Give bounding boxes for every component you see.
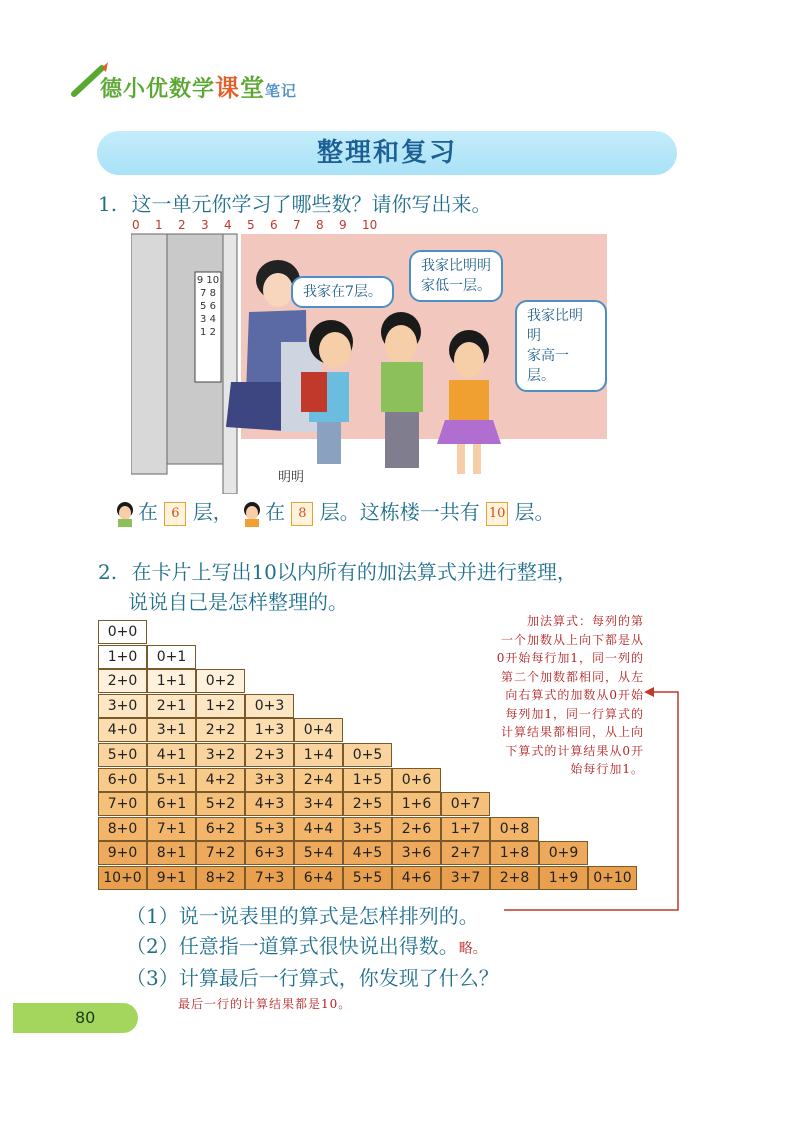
speech-bubble-1 bbox=[291, 276, 394, 308]
note-line: 0开始每行加1，同一列的 bbox=[496, 651, 644, 665]
table-cell: 0+6 bbox=[392, 768, 441, 792]
fill-text-1: 在 bbox=[138, 500, 158, 524]
table-cell: 2+0 bbox=[98, 669, 147, 693]
table-cell: 0+2 bbox=[196, 669, 245, 693]
table-cell: 5+1 bbox=[147, 768, 196, 792]
table-cell: 1+4 bbox=[294, 743, 343, 767]
header-logo bbox=[70, 60, 310, 100]
tick-label: 4 bbox=[224, 218, 232, 232]
speech-bubble-1-text: 我家在7层。 bbox=[303, 284, 382, 300]
speech-bubble-2 bbox=[409, 250, 503, 302]
note-line: 计算结果都相同，从上向 bbox=[500, 725, 644, 739]
table-cell: 1+1 bbox=[147, 669, 196, 693]
table-cell: 5+2 bbox=[196, 792, 245, 816]
table-cell: 4+4 bbox=[294, 817, 343, 841]
fill-text-3: 在 bbox=[265, 500, 286, 524]
table-cell: 1+6 bbox=[392, 792, 441, 816]
table-cell: 2+8 bbox=[490, 866, 539, 890]
table-cell: 2+5 bbox=[343, 792, 392, 816]
table-cell: 7+0 bbox=[98, 792, 147, 816]
table-cell: 0+1 bbox=[147, 645, 196, 669]
note-line: 始每行加1。 bbox=[570, 762, 644, 776]
table-cell: 4+1 bbox=[147, 743, 196, 767]
tick-label: 10 bbox=[362, 218, 378, 232]
table-cell: 0+7 bbox=[441, 792, 490, 816]
q2-sub2 bbox=[126, 930, 487, 959]
table-cell: 0+5 bbox=[343, 743, 392, 767]
q2-number: 2. bbox=[98, 560, 118, 584]
table-cell: 0+9 bbox=[539, 841, 588, 865]
q1-number: 1. bbox=[98, 192, 118, 216]
table-cell: 4+5 bbox=[343, 841, 392, 865]
answer-box-2[interactable]: 8 bbox=[291, 502, 313, 526]
tick-label: 2 bbox=[178, 218, 186, 232]
elevator-button-row: 3 4 bbox=[200, 314, 216, 325]
table-cell: 0+0 bbox=[98, 620, 147, 644]
table-cell: 1+0 bbox=[98, 645, 147, 669]
speech-bubble-3 bbox=[515, 300, 607, 392]
boy-avatar-icon bbox=[112, 501, 138, 527]
table-cell: 9+0 bbox=[98, 841, 147, 865]
table-cell: 6+3 bbox=[245, 841, 294, 865]
table-cell: 7+2 bbox=[196, 841, 245, 865]
table-cell: 2+3 bbox=[245, 743, 294, 767]
page-number: 80 bbox=[75, 1008, 96, 1027]
note-line: 每列加1，同一行算式的 bbox=[505, 706, 644, 721]
q1-text: 这一单元你学习了哪些数？请你写出来。 bbox=[131, 192, 492, 216]
table-cell: 7+3 bbox=[245, 866, 294, 890]
logo-part1: 德小优数学 bbox=[100, 77, 216, 102]
table-cell: 0+8 bbox=[490, 817, 539, 841]
fill-text-4: 层。这栋楼一共有 bbox=[319, 500, 480, 524]
q2-line2: 说说自己是怎样整理的。 bbox=[128, 590, 348, 614]
elevator-panel bbox=[195, 274, 221, 339]
q2-sub3-answer: 最后一行的计算结果都是10。 bbox=[178, 997, 352, 1011]
table-cell: 1+7 bbox=[441, 817, 490, 841]
note-line: 加法算式：每列的第 bbox=[526, 614, 644, 628]
table-cell: 5+4 bbox=[294, 841, 343, 865]
table-cell: 2+2 bbox=[196, 718, 245, 742]
name-label-mingming: 明明 bbox=[278, 470, 305, 485]
tick-label: 3 bbox=[201, 218, 209, 232]
table-cell: 3+3 bbox=[245, 768, 294, 792]
fill-text-5: 层。 bbox=[514, 500, 555, 524]
table-cell: 2+7 bbox=[441, 841, 490, 865]
connector-arrow bbox=[500, 680, 690, 920]
q2-sub2-text: （2）任意指一道算式很快说出得数。 bbox=[126, 934, 459, 958]
tick-label: 7 bbox=[293, 218, 301, 232]
table-cell: 1+9 bbox=[539, 866, 588, 890]
table-cell: 3+0 bbox=[98, 694, 147, 718]
table-cell: 2+6 bbox=[392, 817, 441, 841]
note-line: 下算式的计算结果从0开 bbox=[505, 743, 644, 758]
table-cell: 6+4 bbox=[294, 866, 343, 890]
table-cell: 4+3 bbox=[245, 792, 294, 816]
table-cell: 8+2 bbox=[196, 866, 245, 890]
logo-part4: 笔记 bbox=[265, 82, 298, 100]
table-cell: 3+2 bbox=[196, 743, 245, 767]
q2-sub1: （1）说一说表里的算式是怎样排列的。 bbox=[126, 904, 479, 928]
note-line: 第二个加数都相同，从左 bbox=[500, 669, 644, 684]
answer-box-3[interactable]: 10 bbox=[486, 502, 508, 526]
answer-box-1[interactable]: 6 bbox=[164, 502, 186, 526]
table-cell: 1+5 bbox=[343, 768, 392, 792]
table-cell: 1+3 bbox=[245, 718, 294, 742]
elevator-illustration bbox=[131, 232, 607, 494]
tick-label: 5 bbox=[247, 218, 255, 232]
table-cell: 5+5 bbox=[343, 866, 392, 890]
table-cell: 3+4 bbox=[294, 792, 343, 816]
elevator-button-row: 5 6 bbox=[200, 301, 216, 312]
q2-line1: 在卡片上写出10以内所有的加法算式并进行整理， bbox=[131, 560, 577, 584]
tick-label: 1 bbox=[155, 218, 163, 232]
speech-bubble-2-line2: 家低一层。 bbox=[421, 278, 491, 294]
speech-bubble-2-line1: 我家比明明 bbox=[421, 258, 491, 274]
table-cell: 3+6 bbox=[392, 841, 441, 865]
table-cell: 0+4 bbox=[294, 718, 343, 742]
elevator-button-row: 7 8 bbox=[200, 288, 216, 299]
table-cell: 2+4 bbox=[294, 768, 343, 792]
q2-prompt bbox=[98, 556, 577, 585]
logo-part3: 堂 bbox=[240, 74, 266, 102]
table-cell: 2+1 bbox=[147, 694, 196, 718]
logo-part2: 课 bbox=[215, 74, 241, 102]
table-cell: 9+1 bbox=[147, 866, 196, 890]
table-cell: 3+5 bbox=[343, 817, 392, 841]
page-title: 整理和复习 bbox=[97, 131, 677, 175]
table-cell: 8+1 bbox=[147, 841, 196, 865]
note-line: 向右算式的加数从0开始 bbox=[505, 688, 644, 702]
tick-label: 6 bbox=[270, 218, 278, 232]
table-cell: 8+0 bbox=[98, 817, 147, 841]
fill-text-2: 层， bbox=[192, 500, 233, 524]
table-cell: 3+7 bbox=[441, 866, 490, 890]
q2-sub2-answer: 略。 bbox=[458, 941, 487, 957]
q1-prompt bbox=[98, 188, 491, 217]
q2-sub3: （3）计算最后一行算式，你发现了什么？ bbox=[126, 966, 499, 990]
elevator-button-row: 9 10 bbox=[196, 275, 220, 286]
table-cell: 7+1 bbox=[147, 817, 196, 841]
table-cell: 3+1 bbox=[147, 718, 196, 742]
table-cell: 4+6 bbox=[392, 866, 441, 890]
tick-label: 8 bbox=[316, 218, 324, 232]
tick-label: 9 bbox=[339, 218, 347, 232]
table-cell: 6+2 bbox=[196, 817, 245, 841]
speech-bubble-3-line1: 我家比明明 bbox=[527, 308, 583, 344]
note-line: 一个加数从上向下都是从 bbox=[500, 632, 644, 647]
table-cell: 6+0 bbox=[98, 768, 147, 792]
girl-avatar-icon bbox=[239, 501, 265, 527]
table-cell: 1+2 bbox=[196, 694, 245, 718]
table-cell: 1+8 bbox=[490, 841, 539, 865]
tick-label: 0 bbox=[132, 218, 140, 232]
table-cell: 5+3 bbox=[245, 817, 294, 841]
elevator-button-row: 1 2 bbox=[200, 327, 216, 338]
table-cell: 10+0 bbox=[98, 866, 147, 890]
speech-bubble-3-line2: 家高一层。 bbox=[527, 348, 569, 384]
table-cell: 0+3 bbox=[245, 694, 294, 718]
table-cell: 4+0 bbox=[98, 718, 147, 742]
table-cell: 0+10 bbox=[588, 866, 637, 890]
table-cell: 6+1 bbox=[147, 792, 196, 816]
q1-fill-line bbox=[112, 496, 555, 527]
table-cell: 4+2 bbox=[196, 768, 245, 792]
table-cell: 5+0 bbox=[98, 743, 147, 767]
